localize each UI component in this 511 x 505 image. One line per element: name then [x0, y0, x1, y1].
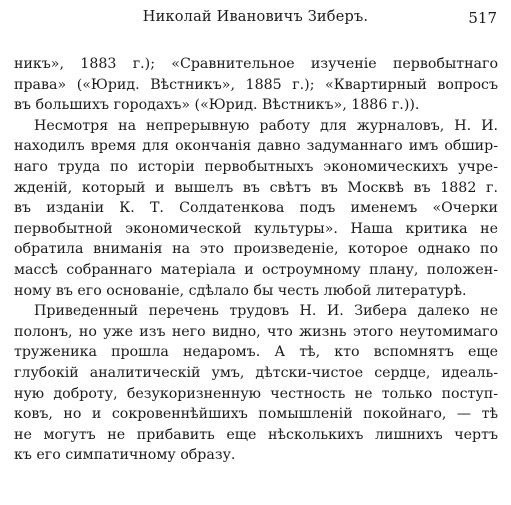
paragraph-first-line: Несмотря на непрерывную работу для журналовъ, Н. И. [34, 117, 498, 134]
running-title: Николай Ивановичъ Зиберъ. [142, 9, 369, 25]
text-line: не могутъ не прибавить еще нѣсколькихъ лишнихъ чертъ [14, 426, 498, 443]
text-line: ному въ его основаніе, сдѣлало бы честь любой литературѣ. [14, 282, 467, 299]
text-line: первобытной экономической культуры». Наша критика не [14, 220, 498, 237]
text-line: никъ», 1883 г.); «Сравнительное изученіе первобытнаго [14, 56, 498, 72]
text-line: ковъ, но и сокровеннѣйшихъ помышленій покойнаго, — тѣ [14, 406, 498, 423]
text-line: обратила вниманія на это произведеніе, которое однако по [14, 241, 498, 258]
text-line: массѣ собраннаго матеріала и остроумному плану, положен- [14, 261, 498, 278]
text-line: къ его симпатичному образу. [14, 447, 236, 464]
text-line: въ большихъ городахъ» («Юрид. Вѣстникъ», 1886 г.)). [14, 97, 420, 114]
text-line: ную доброту, безукоризненную честность не только поступ- [14, 385, 498, 402]
page-number: 517 [468, 9, 497, 27]
text-line: глубокій аналитическій умъ, дѣтски-чистое сердце, идеаль- [14, 364, 498, 381]
body-text [14, 54, 498, 466]
text-line: въ изданіи К. Т. Солдатенкова подъ именемъ «Очерки [14, 200, 498, 217]
page-header [0, 9, 511, 33]
text-line: наго труда по исторіи первобытныхъ экономическихъ учре- [14, 158, 498, 175]
text-line: труженика прошла недаромъ. А тѣ, кто вспомнятъ еще [14, 344, 498, 361]
text-line: полонъ, но уже изъ него видно, что жизнь этого неутомимаго [14, 323, 498, 340]
text-line: права» («Юрид. Вѣстникъ», 1885 г.); «Квартирный вопросъ [14, 76, 498, 93]
paragraph-first-line: Приведенный перечень трудовъ Н. И. Зибера далеко не [34, 303, 498, 320]
text-line: жденій, который и вышелъ въ свѣтъ въ Москвѣ въ 1882 г. [14, 179, 498, 196]
header-rule [12, 40, 499, 41]
text-line: находилъ время для окончанія давно задуманнаго имъ обшир- [14, 138, 498, 155]
